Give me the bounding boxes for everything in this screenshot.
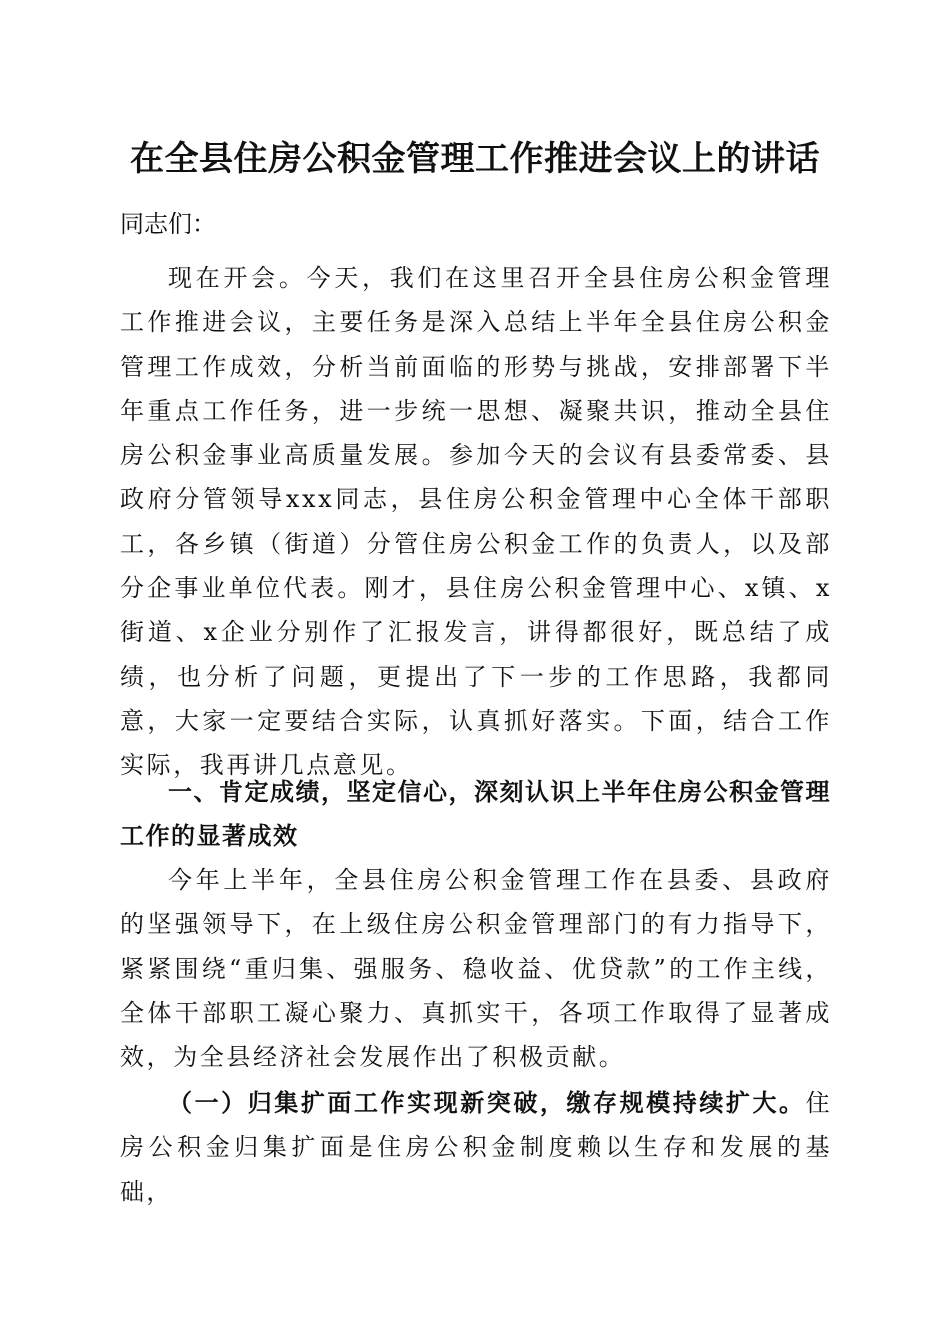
section-one-paragraph: 今年上半年，全县住房公积金管理工作在县委、县政府的坚强领导下，在上级住房公积金管理部门的有力指导下，紧紧围绕“重归集、强服务、稳收益、优贷款”的工作主线，全体干部职工凝心聚力、真抓实干，各项工作取得了显著成效，为全县经济社会发展作出了积极贡献。 bbox=[120, 866, 832, 1072]
document-title: 在全县住房公积金管理工作推进会议上的讲话 bbox=[130, 139, 820, 179]
intro-paragraph: 现在开会。今天，我们在这里召开全县住房公积金管理工作推进会议，主要任务是深入总结上半年全县住房公积金管理工作成效，分析当前面临的形势与挑战，安排部署下半年重点工作任务，进一步统一思想、凝聚共识，推动全县住房公积金事业高质量发展。参加今天的会议有县委常委、县政府分管领导xxx同志，县住房公积金管理中心全体干部职工，各乡镇（街道）分管住房公积金工作的负责人，以及部分企事业单位代表。刚才，县住房公积金管理中心、x镇、x街道、x企业分别作了汇报发言，讲得都很好，既总结了成绩，也分析了问题，更提出了下一步的工作思路，我都同意，大家一定要结合实际，认真抓好落实。下面，结合工作实际，我再讲几点意见。 bbox=[120, 264, 832, 780]
salutation: 同志们： bbox=[120, 210, 216, 238]
subsection-one-lead: （一）归集扩面工作实现新突破，缴存规模持续扩大。 bbox=[168, 1088, 806, 1117]
subsection-one-paragraph bbox=[120, 1081, 832, 1214]
section-one-heading: 一、肯定成绩，坚定信心，深刻认识上半年住房公积金管理工作的显著成效 bbox=[120, 778, 831, 850]
subsection-one-text: 住房公积金归集扩面是住房公积金制度赖以生存和发展的基础， bbox=[120, 1089, 832, 1206]
